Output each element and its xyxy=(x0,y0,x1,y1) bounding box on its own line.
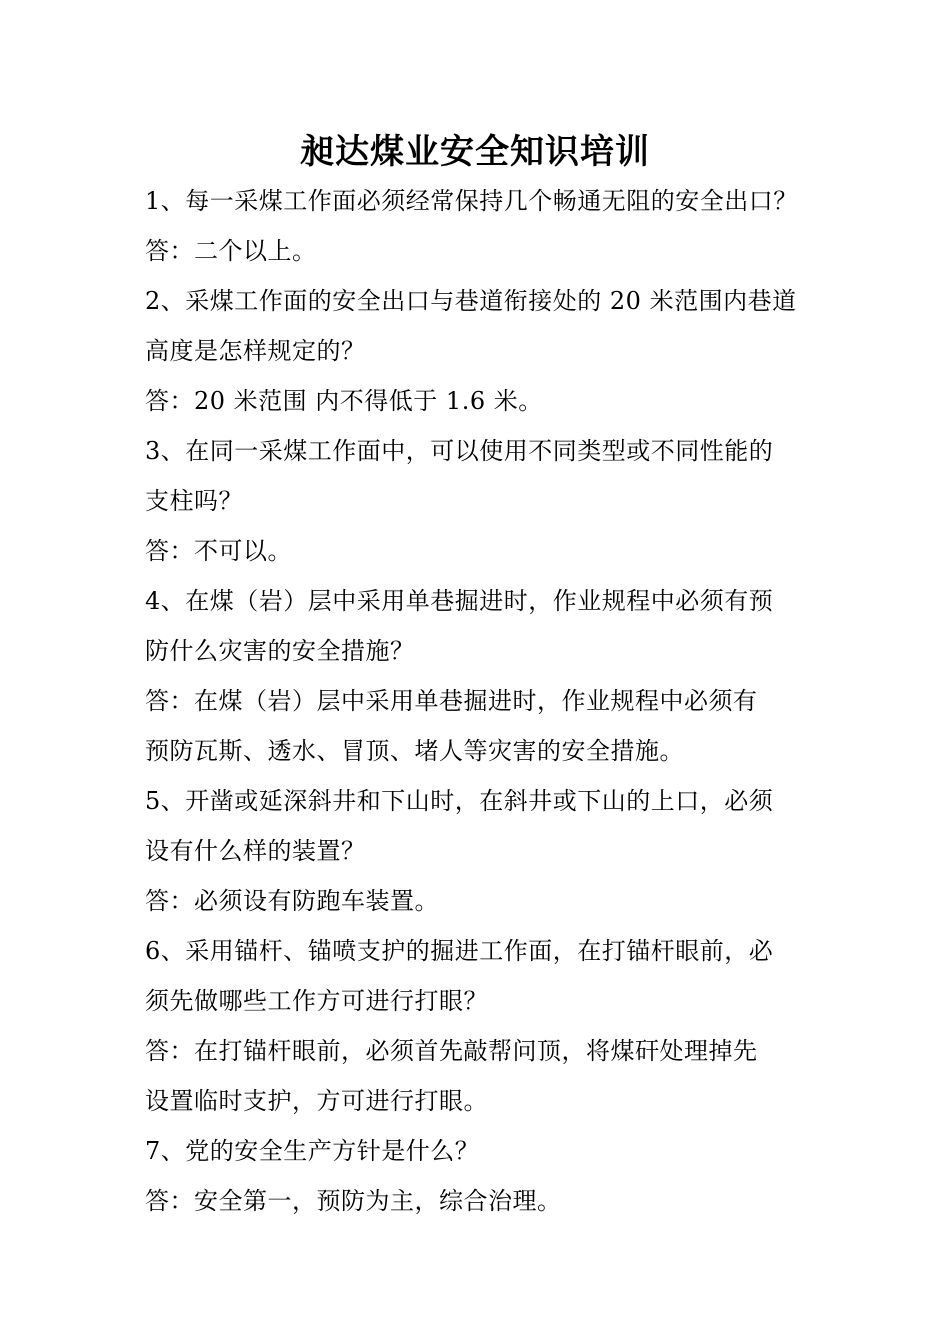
text-line: 3、在同一采煤工作面中，可以使用不同类型或不同性能的 xyxy=(145,437,774,465)
text-line: 预防瓦斯、透水、冒顶、堵人等灾害的安全措施。 xyxy=(145,737,684,765)
text-line: 高度是怎样规定的？ xyxy=(145,337,366,365)
text-line: 答：不可以。 xyxy=(145,537,292,565)
text-line: 5、开凿或延深斜井和下山时，在斜井或下山的上口，必须 xyxy=(145,787,774,815)
text-line: 答：在煤（岩）层中采用单巷掘进时，作业规程中必须有 xyxy=(145,687,758,715)
text-line: 1、每一采煤工作面必须经常保持几个畅通无阻的安全出口？ xyxy=(145,187,798,215)
text-line: 设置临时支护，方可进行打眼。 xyxy=(145,1087,488,1115)
text-line: 设有什么样的装置？ xyxy=(145,837,366,865)
text-line: 答：必须设有防跑车装置。 xyxy=(145,887,439,915)
text-line: 支柱吗？ xyxy=(145,487,243,515)
text-line: 防什么灾害的安全措施？ xyxy=(145,637,415,665)
text-line: 答：安全第一，预防为主，综合治理。 xyxy=(145,1187,562,1215)
text-line: 7、党的安全生产方针是什么？ xyxy=(145,1137,480,1165)
text-line: 答：在打锚杆眼前，必须首先敲帮问顶，将煤矸处理掉先 xyxy=(145,1037,758,1065)
text-line: 答：20 米范围 内不得低于 1.6 米。 xyxy=(145,387,543,415)
document-title: 昶达煤业安全知识培训 xyxy=(300,132,650,172)
text-line: 须先做哪些工作方可进行打眼？ xyxy=(145,987,488,1015)
text-line: 答：二个以上。 xyxy=(145,237,317,265)
text-line: 4、在煤（岩）层中采用单巷掘进时，作业规程中必须有预 xyxy=(145,587,774,615)
text-line: 2、采煤工作面的安全出口与巷道衔接处的 20 米范围内巷道 xyxy=(145,287,797,315)
text-line: 6、采用锚杆、锚喷支护的掘进工作面，在打锚杆眼前，必 xyxy=(145,937,774,965)
document-body xyxy=(145,176,815,1226)
